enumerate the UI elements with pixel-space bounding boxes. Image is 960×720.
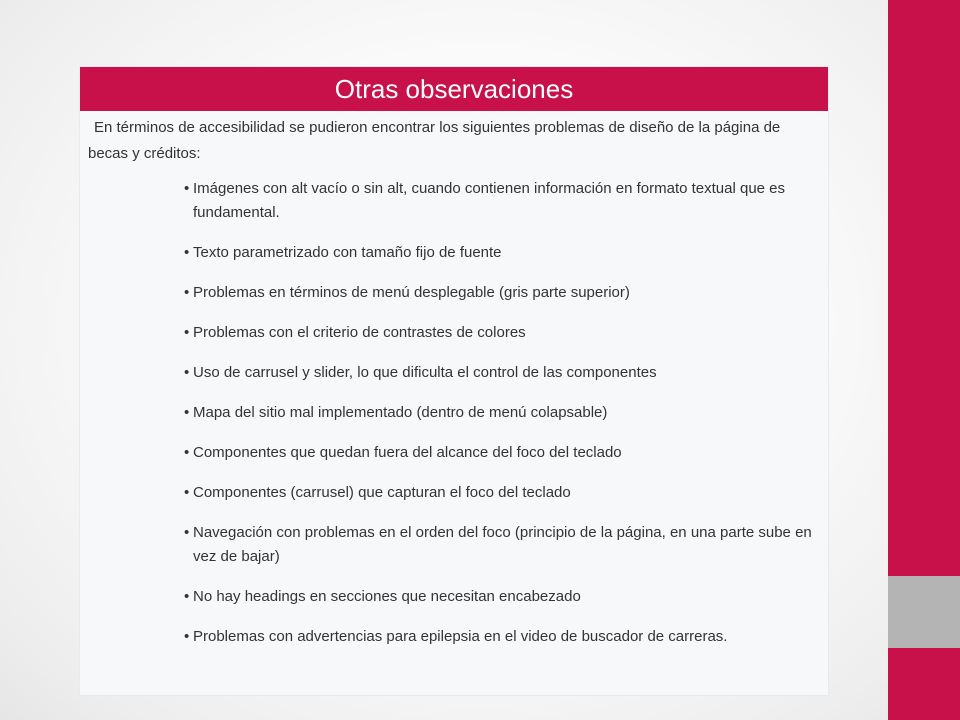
- decorative-side-strip: [888, 0, 960, 720]
- side-strip-red-bottom: [888, 648, 960, 720]
- list-item: • Navegación con problemas en el orden del foco (principio de la página, en una parte sube en vez de bajar): [184, 521, 824, 569]
- list-item: • Texto parametrizado con tamaño fijo de fuente: [184, 241, 824, 265]
- list-item: • Componentes (carrusel) que capturan el foco del teclado: [184, 481, 824, 505]
- list-item: • Problemas en términos de menú desplegable (gris parte superior): [184, 281, 824, 305]
- slide-intro-text: En términos de accesibilidad se pudieron encontrar los siguientes problemas de diseño de la página de becas y créditos:: [88, 119, 781, 162]
- list-item: • Componentes que quedan fuera del alcance del foco del teclado: [184, 441, 824, 465]
- list-item: • Problemas con advertencias para epilepsia en el video de buscador de carreras.: [184, 625, 824, 649]
- list-item: • Problemas con el criterio de contrastes de colores: [184, 321, 824, 345]
- list-item: • Imágenes con alt vacío o sin alt, cuando contienen información en formato textual que es fundamental.: [184, 177, 824, 225]
- side-strip-red-top: [888, 0, 960, 576]
- list-item: • Mapa del sitio mal implementado (dentro de menú colapsable): [184, 401, 824, 425]
- list-item: • Uso de carrusel y slider, lo que dificulta el control de las componentes: [184, 361, 824, 385]
- list-item: • No hay headings en secciones que necesitan encabezado: [184, 585, 824, 609]
- observations-list: [184, 177, 824, 665]
- slide-content-box: [79, 66, 829, 696]
- slide-title: Otras observaciones: [80, 67, 828, 111]
- side-strip-gray-middle: [888, 576, 960, 648]
